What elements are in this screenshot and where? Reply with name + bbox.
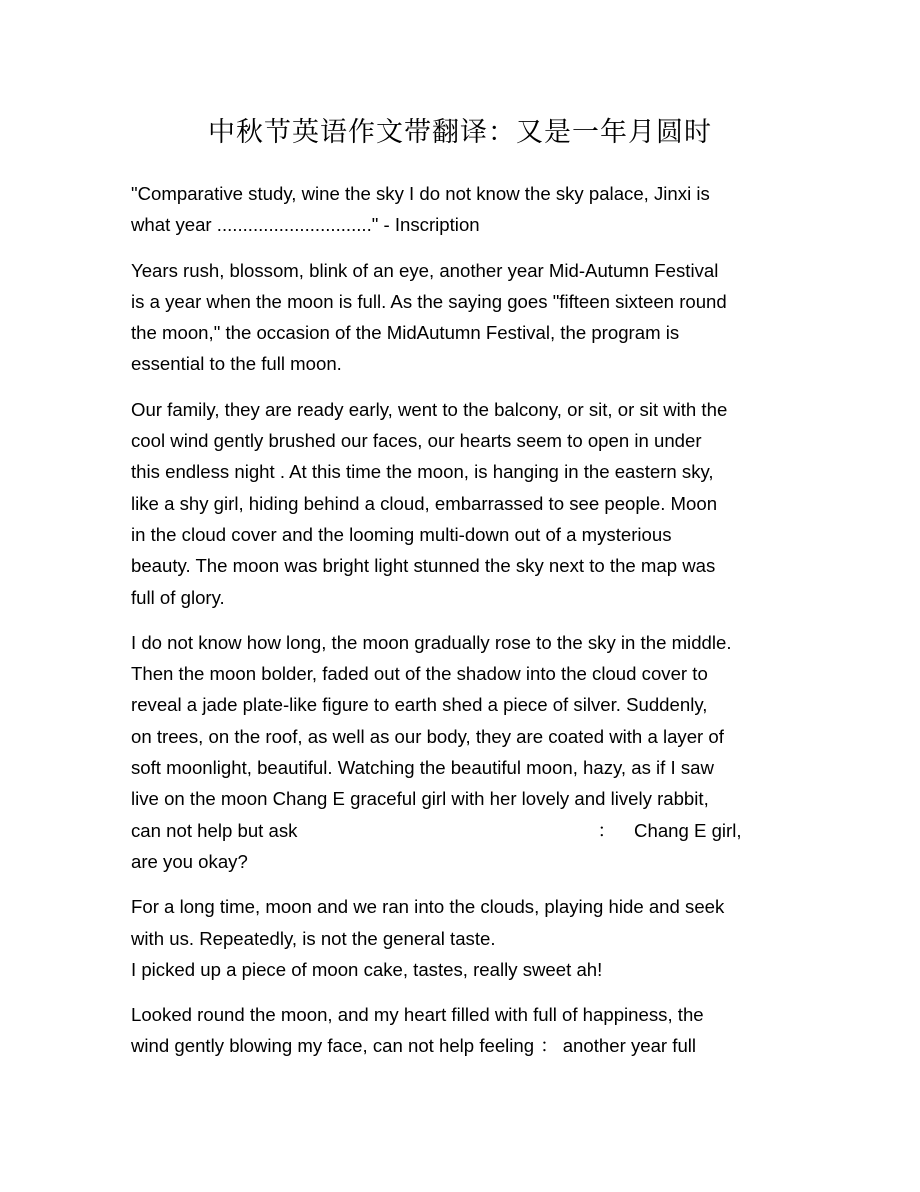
split-right-text: Chang E girl, xyxy=(634,819,742,841)
paragraph-split-line xyxy=(131,1030,771,1061)
paragraph-line: are you okay? xyxy=(131,850,248,872)
paragraph-line: is a year when the moon is full. As the saying goes "fifteen sixteen round xyxy=(131,290,727,312)
paragraph-line: Our family, they are ready early, went to the balcony, or sit, or sit with the xyxy=(131,398,728,420)
paragraph-6 xyxy=(131,999,771,1062)
document-title: 中秋节英语作文带翻译：又是一年月圆时 xyxy=(208,117,712,148)
paragraph-1 xyxy=(131,178,771,241)
document-body xyxy=(131,178,771,1076)
paragraph-line: Years rush, blossom, blink of an eye, another year Mid-Autumn Festival xyxy=(131,259,719,281)
paragraph-line: in the cloud cover and the looming multi-down out of a mysterious xyxy=(131,523,672,545)
paragraph-line: with us. Repeatedly, is not the general taste. xyxy=(131,927,496,949)
paragraph-line: what year .............................." - Inscription xyxy=(131,214,480,236)
paragraph-line: Looked round the moon, and my heart filled with full of happiness, the xyxy=(131,1004,704,1026)
paragraph-line: For a long time, moon and we ran into the clouds, playing hide and seek xyxy=(131,896,725,918)
split-left-text: can not help but ask xyxy=(131,819,298,841)
paragraph-line: full of glory. xyxy=(131,586,225,608)
paragraph-line: I do not know how long, the moon gradually rose to the sky in the middle. xyxy=(131,631,732,653)
split-right-text: another year full xyxy=(562,1035,697,1057)
paragraph-4 xyxy=(131,627,771,877)
split-colon: ： xyxy=(540,1035,559,1057)
split-colon: ： xyxy=(597,819,617,841)
paragraph-line: the moon," the occasion of the MidAutumn Festival, the program is xyxy=(131,322,680,344)
paragraph-3 xyxy=(131,394,771,613)
paragraph-line: "Comparative study, wine the sky I do not know the sky palace, Jinxi is xyxy=(131,183,710,204)
paragraph-line: reveal a jade plate-like figure to earth shed a piece of silver. Suddenly, xyxy=(131,694,708,716)
split-left-text: wind gently blowing my face, can not help feeling xyxy=(131,1035,535,1057)
paragraph-5 xyxy=(131,891,771,985)
paragraph-line: live on the moon Chang E graceful girl with her lovely and lively rabbit, xyxy=(131,788,709,810)
paragraph-line: essential to the full moon. xyxy=(131,353,342,375)
paragraph-line: cool wind gently brushed our faces, our hearts seem to open in under xyxy=(131,430,702,452)
paragraph-line: Then the moon bolder, faded out of the shadow into the cloud cover to xyxy=(131,663,708,685)
paragraph-line: like a shy girl, hiding behind a cloud, embarrassed to see people. Moon xyxy=(131,492,718,514)
paragraph-2 xyxy=(131,255,771,380)
paragraph-line: beauty. The moon was bright light stunned the sky next to the map was xyxy=(131,555,716,577)
paragraph-line: I picked up a piece of moon cake, tastes, really sweet ah! xyxy=(131,958,603,980)
paragraph-line: soft moonlight, beautiful. Watching the beautiful moon, hazy, as if I saw xyxy=(131,757,714,779)
paragraph-split-line xyxy=(131,815,771,846)
paragraph-line: this endless night . At this time the moon, is hanging in the eastern sky, xyxy=(131,461,714,483)
paragraph-line: on trees, on the roof, as well as our body, they are coated with a layer of xyxy=(131,725,724,747)
